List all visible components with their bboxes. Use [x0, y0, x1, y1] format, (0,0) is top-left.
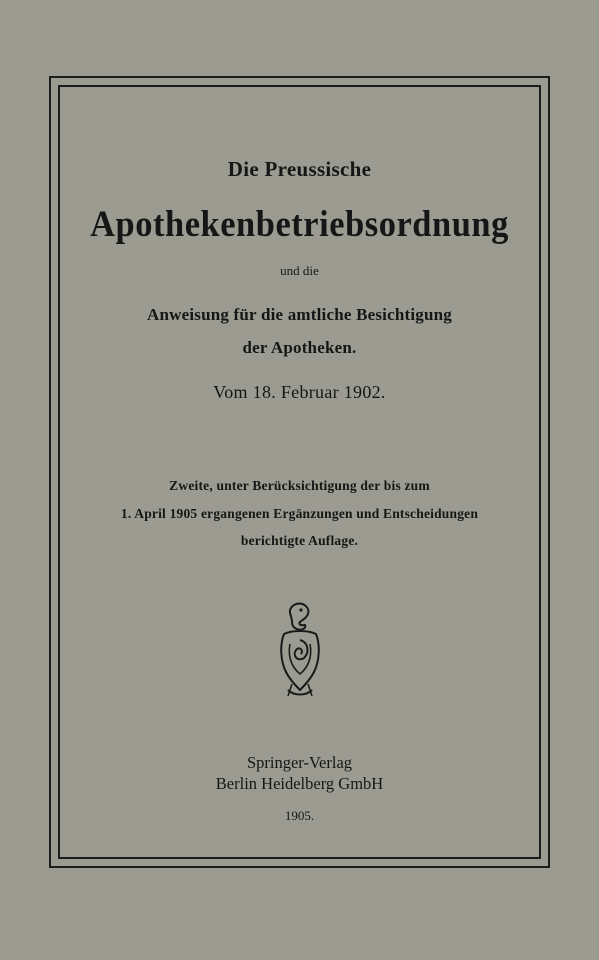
main-title: Apothekenbetriebsordnung	[90, 204, 509, 245]
springer-chess-knight-logo-icon	[270, 600, 330, 700]
publication-year: 1905.	[284, 808, 315, 823]
edition-line-1: Zweite, unter Berücksichtigung der bis zum	[169, 478, 430, 493]
subtitle-line-1: Anweisung für die amtliche Besichtigung	[146, 305, 452, 324]
publisher-name: Springer-Verlag	[246, 753, 353, 772]
edition-line-2: 1. April 1905 ergangenen Ergänzungen und Entscheidungen	[120, 506, 479, 521]
date-line: Vom 18. Februar 1902.	[213, 382, 386, 402]
publisher-location: Berlin Heidelberg GmbH	[215, 774, 384, 793]
title-connector: und die	[280, 263, 319, 278]
edition-line-3: berichtigte Auflage.	[240, 533, 359, 548]
inner-border-frame	[58, 85, 541, 859]
title-prefix: Die Preussische	[227, 157, 372, 181]
subtitle-line-2: der Apotheken.	[242, 338, 357, 357]
